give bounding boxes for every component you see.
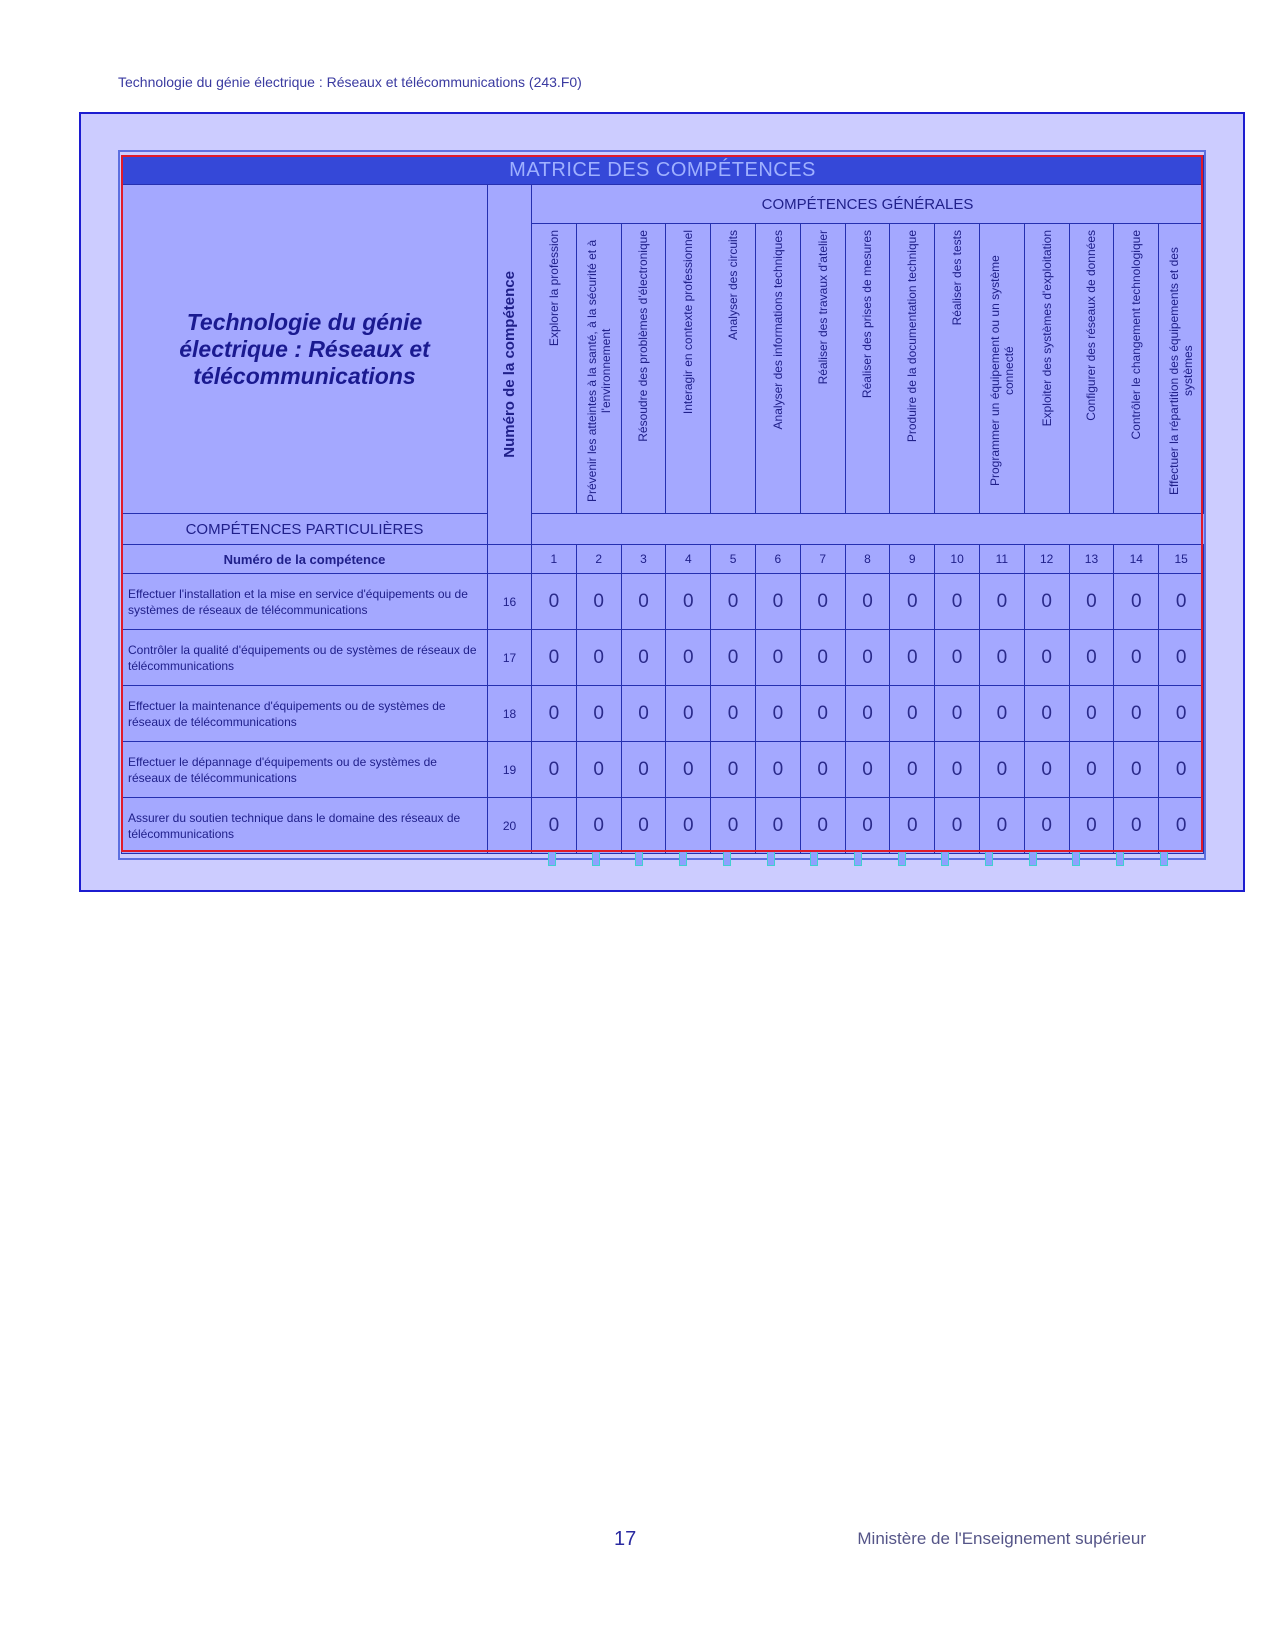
particular-competency-label: Assurer du soutien technique dans le domaine des réseaux de télécommunications — [122, 798, 488, 854]
matrix-cell: 0 — [935, 574, 980, 630]
general-competency-number: 1 — [532, 545, 577, 574]
matrix-cell: 0 — [979, 686, 1024, 742]
matrix-cell: 0 — [621, 686, 666, 742]
particular-competency-row — [122, 574, 1204, 630]
general-competency-3 — [621, 224, 666, 514]
matrix-cell: 0 — [621, 742, 666, 798]
general-competency-number: 4 — [666, 545, 711, 574]
general-competency-12 — [1024, 224, 1069, 514]
general-competency-label: Configurer des réseaux de données — [1084, 230, 1099, 421]
general-competency-label: Interagir en contexte professionnel — [681, 230, 696, 415]
matrix-cell: 0 — [1069, 574, 1114, 630]
matrix-cell: 0 — [711, 630, 756, 686]
matrix-cell: 0 — [621, 574, 666, 630]
matrix-cell: 0 — [890, 742, 935, 798]
particular-competency-number: 20 — [488, 798, 532, 854]
matrix-cell: 0 — [1024, 686, 1069, 742]
numero-competence-header — [488, 185, 532, 545]
general-competencies-title: COMPÉTENCES GÉNÉRALES — [532, 185, 1204, 224]
matrix-cell: 0 — [979, 574, 1024, 630]
general-competency-7 — [800, 224, 845, 514]
column-marker — [1029, 850, 1037, 866]
matrix-cell: 0 — [845, 742, 890, 798]
matrix-cell: 0 — [1024, 798, 1069, 854]
matrix-cell: 0 — [800, 574, 845, 630]
matrix-cell: 0 — [890, 798, 935, 854]
matrix-cell: 0 — [800, 686, 845, 742]
matrix-cell: 0 — [755, 686, 800, 742]
ministry-name: Ministère de l'Enseignement supérieur — [857, 1529, 1146, 1548]
column-marker — [854, 850, 862, 866]
general-competency-number: 15 — [1159, 545, 1204, 574]
column-marker — [1072, 850, 1080, 866]
general-competency-label: Produire de la documentation technique — [905, 230, 920, 443]
particular-competency-label: Contrôler la qualité d'équipements ou de systèmes de réseaux de télécommunications — [122, 630, 488, 686]
particular-competency-row — [122, 798, 1204, 854]
general-competency-number: 7 — [800, 545, 845, 574]
general-competency-number: 2 — [576, 545, 621, 574]
general-competency-label: Programmer un équipement ou un système connecté — [987, 255, 1016, 487]
general-competency-1 — [532, 224, 577, 514]
matrix-cell: 0 — [890, 574, 935, 630]
column-marker-strip — [548, 850, 1168, 866]
matrix-cell: 0 — [935, 630, 980, 686]
page-footer — [614, 1528, 1146, 1550]
matrix-cell: 0 — [1159, 798, 1204, 854]
general-competency-13 — [1069, 224, 1114, 514]
matrix-cell: 0 — [845, 798, 890, 854]
particular-competency-label: Effectuer l'installation et la mise en service d'équipements ou de systèmes de réseaux de télécommunications — [122, 574, 488, 630]
matrix-cell: 0 — [711, 798, 756, 854]
column-marker — [810, 850, 818, 866]
matrix-cell: 0 — [576, 630, 621, 686]
matrix-cell: 0 — [1069, 798, 1114, 854]
general-competency-10 — [935, 224, 980, 514]
matrix-cell: 0 — [800, 798, 845, 854]
general-competency-label: Effectuer la répartition des équipements et des systèmes — [1167, 247, 1196, 495]
general-competency-label: Analyser des circuits — [726, 230, 741, 341]
general-competency-number: 9 — [890, 545, 935, 574]
matrix-cell: 0 — [1159, 630, 1204, 686]
general-competency-15 — [1159, 224, 1204, 514]
particular-competency-row — [122, 630, 1204, 686]
matrix-cell: 0 — [532, 686, 577, 742]
matrix-cell: 0 — [532, 630, 577, 686]
matrix-cell: 0 — [1159, 686, 1204, 742]
column-marker — [679, 850, 687, 866]
matrix-cell: 0 — [1114, 798, 1159, 854]
general-competency-number: 12 — [1024, 545, 1069, 574]
matrix-cell: 0 — [621, 630, 666, 686]
particular-competency-row — [122, 686, 1204, 742]
matrix-cell: 0 — [532, 574, 577, 630]
matrix-cell: 0 — [666, 686, 711, 742]
matrix-cell: 0 — [711, 742, 756, 798]
matrix-cell: 0 — [666, 742, 711, 798]
general-competency-number: 8 — [845, 545, 890, 574]
matrix-cell: 0 — [666, 630, 711, 686]
general-competency-number: 5 — [711, 545, 756, 574]
matrix-cell: 0 — [711, 686, 756, 742]
matrix-cell: 0 — [935, 798, 980, 854]
matrix-cell: 0 — [1024, 742, 1069, 798]
general-competency-5 — [711, 224, 756, 514]
matrix-cell: 0 — [1159, 574, 1204, 630]
matrix-cell: 0 — [845, 630, 890, 686]
matrix-cell: 0 — [621, 798, 666, 854]
page-number: 17 — [614, 1527, 637, 1550]
column-marker — [985, 850, 993, 866]
matrix-cell: 0 — [845, 686, 890, 742]
general-competency-number: 14 — [1114, 545, 1159, 574]
particular-competencies-title: COMPÉTENCES PARTICULIÈRES — [122, 514, 488, 545]
matrix-title: MATRICE DES COMPÉTENCES — [122, 156, 1204, 185]
program-name: Technologie du génie électrique : Réseaux et télécommunications — [179, 308, 430, 389]
general-competency-label: Réaliser des tests — [950, 230, 965, 326]
matrix-cell: 0 — [890, 686, 935, 742]
general-competency-label: Analyser des informations techniques — [770, 230, 785, 430]
matrix-cell: 0 — [1159, 742, 1204, 798]
general-competency-6 — [755, 224, 800, 514]
particular-competency-number: 16 — [488, 574, 532, 630]
general-competency-label: Explorer la profession — [546, 230, 561, 347]
particular-competency-label: Effectuer la maintenance d'équipements ou de systèmes de réseaux de télécommunications — [122, 686, 488, 742]
general-competency-label: Réaliser des prises de mesures — [860, 230, 875, 399]
column-marker — [898, 850, 906, 866]
column-marker — [548, 850, 556, 866]
column-marker — [767, 850, 775, 866]
matrix-cell: 0 — [979, 630, 1024, 686]
general-competency-number: 3 — [621, 545, 666, 574]
matrix-cell: 0 — [576, 798, 621, 854]
general-competency-label: Contrôler le changement technologique — [1129, 230, 1144, 440]
matrix-cell: 0 — [711, 574, 756, 630]
matrix-cell: 0 — [666, 798, 711, 854]
matrix-cell: 0 — [1069, 630, 1114, 686]
general-competency-2 — [576, 224, 621, 514]
matrix-cell: 0 — [1069, 742, 1114, 798]
general-competency-14 — [1114, 224, 1159, 514]
matrix-cell: 0 — [755, 798, 800, 854]
matrix-cell: 0 — [800, 742, 845, 798]
particular-competency-number: 19 — [488, 742, 532, 798]
general-competency-number: 13 — [1069, 545, 1114, 574]
matrix-cell: 0 — [800, 630, 845, 686]
general-competency-label: Prévenir les atteintes à la santé, à la sécurité et à l'environnement — [584, 239, 613, 503]
matrix-cell: 0 — [935, 686, 980, 742]
matrix-cell: 0 — [576, 686, 621, 742]
matrix-cell: 0 — [532, 742, 577, 798]
general-competency-label: Réaliser des travaux d'atelier — [815, 230, 830, 385]
particular-competency-number: 17 — [488, 630, 532, 686]
general-competency-9 — [890, 224, 935, 514]
matrix-cell: 0 — [935, 742, 980, 798]
general-competency-8 — [845, 224, 890, 514]
particular-competency-label: Effectuer le dépannage d'équipements ou de systèmes de réseaux de télécommunications — [122, 742, 488, 798]
general-competency-number: 11 — [979, 545, 1024, 574]
matrix-cell: 0 — [1024, 630, 1069, 686]
matrix-cell: 0 — [979, 798, 1024, 854]
general-competency-label: Exploiter des systèmes d'exploitation — [1039, 230, 1054, 427]
matrix-cell: 0 — [755, 574, 800, 630]
matrix-cell: 0 — [1114, 742, 1159, 798]
matrix-cell: 0 — [1069, 686, 1114, 742]
numero-row-label: Numéro de la compétence — [122, 545, 488, 574]
matrix-cell: 0 — [1024, 574, 1069, 630]
matrix-cell: 0 — [755, 742, 800, 798]
particular-competency-number: 18 — [488, 686, 532, 742]
numero-competence-vertical: Numéro de la compétence — [501, 271, 518, 458]
column-marker — [635, 850, 643, 866]
matrix-cell: 0 — [576, 742, 621, 798]
column-marker — [1116, 850, 1124, 866]
matrix-cell: 0 — [755, 630, 800, 686]
matrix-cell: 0 — [666, 574, 711, 630]
general-competency-11 — [979, 224, 1024, 514]
matrix-cell: 0 — [1114, 574, 1159, 630]
column-marker — [592, 850, 600, 866]
matrix-cell: 0 — [1114, 630, 1159, 686]
matrix-cell: 0 — [1114, 686, 1159, 742]
matrix-cell: 0 — [979, 742, 1024, 798]
matrix-cell: 0 — [890, 630, 935, 686]
column-marker — [723, 850, 731, 866]
matrix-cell: 0 — [576, 574, 621, 630]
matrix-cell: 0 — [845, 574, 890, 630]
general-competency-4 — [666, 224, 711, 514]
general-competency-number: 6 — [755, 545, 800, 574]
column-marker — [1160, 850, 1168, 866]
general-competency-number: 10 — [935, 545, 980, 574]
matrix-cell: 0 — [532, 798, 577, 854]
competency-matrix — [121, 155, 1204, 854]
column-marker — [941, 850, 949, 866]
particular-competency-row — [122, 742, 1204, 798]
numero-row-empty — [488, 545, 532, 574]
program-name-cell — [122, 185, 488, 514]
general-competency-label: Résoudre des problèmes d'électronique — [636, 230, 651, 442]
document-header: Technologie du génie électrique : Réseaux et télécommunications (243.F0) — [118, 74, 582, 90]
